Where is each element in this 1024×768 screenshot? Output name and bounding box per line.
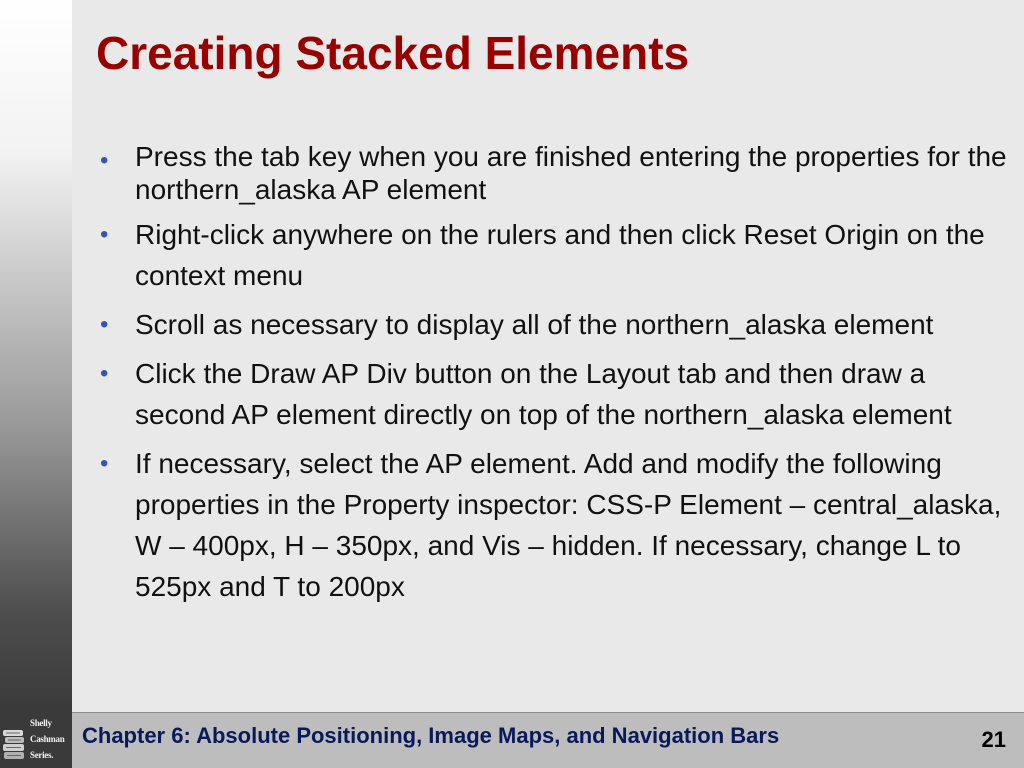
logo-line: Cashman xyxy=(30,734,65,744)
left-gradient-bar xyxy=(0,0,72,768)
footer-bar xyxy=(72,712,1024,768)
logo-line: Series. xyxy=(30,750,54,760)
page-number: 21 xyxy=(981,727,1006,752)
series-logo xyxy=(0,712,72,768)
bullet-item xyxy=(100,443,1010,607)
logo-line: Shelly xyxy=(30,718,52,728)
bullet-text: Scroll as necessary to display all of the northern_alaska element xyxy=(135,309,934,340)
bullet-icon: • xyxy=(100,311,109,338)
slide-title: Creating Stacked Elements xyxy=(96,27,690,79)
books-icon xyxy=(2,728,26,762)
bullet-text: Click the Draw AP Div button on the Layout tab and then draw a second AP element directly on top of the northern_alaska element xyxy=(135,358,952,430)
bullet-text: If necessary, select the AP element. Add and modify the following properties in the Property inspector: CSS-P Element – central_alaska, W – 400px, H – 350px, and Vis – hidden. If necessary, change L to 525px and T to 200px xyxy=(135,448,1002,602)
bullet-icon: • xyxy=(100,360,109,387)
bullet-item xyxy=(100,140,1010,206)
bullet-list xyxy=(100,140,1010,615)
bullet-item xyxy=(100,214,1010,296)
bullet-item xyxy=(100,353,1010,435)
bullet-icon: • xyxy=(100,221,109,248)
logo-text xyxy=(30,715,72,763)
footer-chapter-title: Chapter 6: Absolute Positioning, Image Maps, and Navigation Bars xyxy=(82,723,780,748)
bullet-text: Right-click anywhere on the rulers and then click Reset Origin on the context menu xyxy=(135,219,985,291)
bullet-text: Press the tab key when you are finished entering the properties for the northern_alaska AP element xyxy=(135,141,1007,205)
bullet-icon: • xyxy=(100,450,109,477)
bullet-item xyxy=(100,304,1010,345)
bullet-icon: • xyxy=(100,147,109,174)
